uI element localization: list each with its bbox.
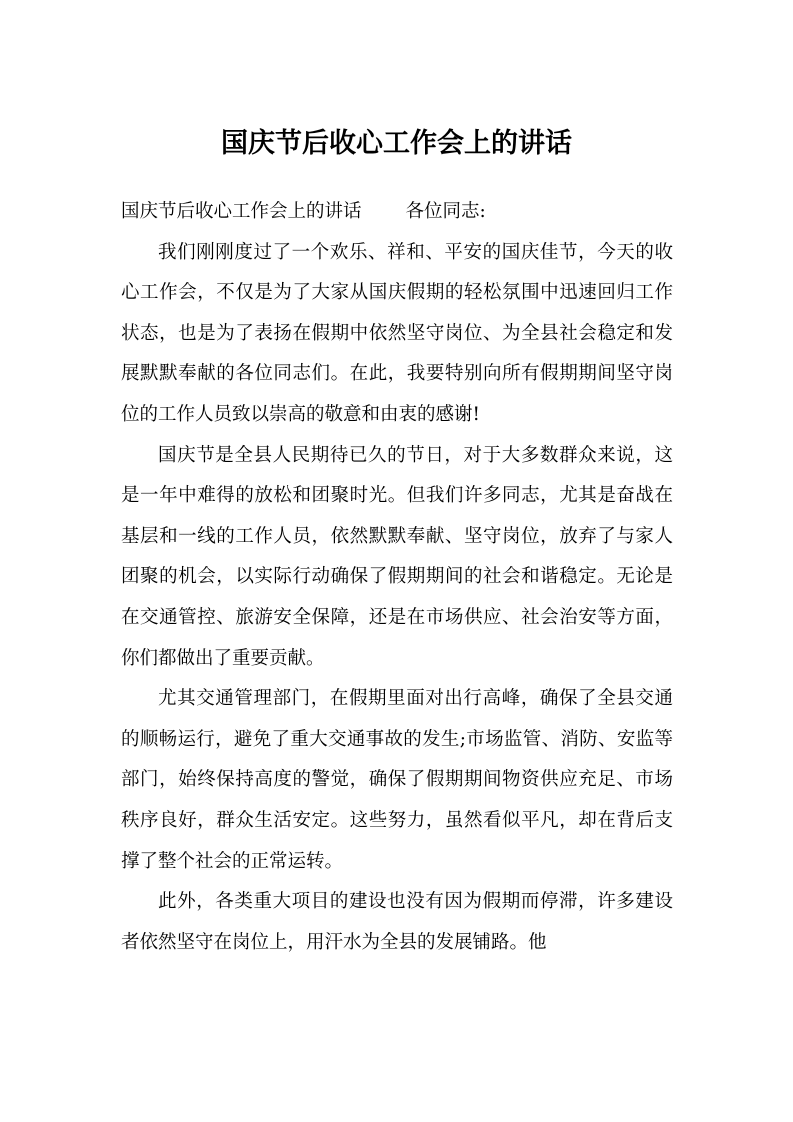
opening-line: [121, 192, 673, 233]
paragraph-3: 尤其交通管理部门，在假期里面对出行高峰，确保了全县交通的顺畅运行，避免了重大交通事故的发生;市场监管、消防、安监等部门，始终保持高度的警觉，确保了假期期间物资供应充足、市场秩序良好，群众生活安定。这些努力，虽然看似平凡，却在背后支撑了整个社会的正常运转。: [121, 688, 673, 872]
document-title: 国庆节后收心工作会上的讲话: [221, 128, 572, 159]
paragraph-2: 国庆节是全县人民期待已久的节日，对于大多数群众来说，这是一年中难得的放松和团聚时光。但我们许多同志，尤其是奋战在基层和一线的工作人员，依然默默奉献、坚守岗位，放弃了与家人团聚的机会，以实际行动确保了假期期间的社会和谐稳定。无论是在交通管控、旅游安全保障，还是在市场供应、社会治安等方面，你们都做出了重要贡献。: [121, 444, 673, 669]
paragraph-4: 此外，各类重大项目的建设也没有因为假期而停滞，许多建设者依然坚守在岗位上，用汗水为全县的发展铺路。他: [121, 891, 673, 953]
opening-title: 国庆节后收心工作会上的讲话: [121, 201, 362, 222]
salutation: 各位同志:: [405, 201, 486, 222]
document-body: [121, 192, 673, 963]
paragraph-1: 我们刚刚度过了一个欢乐、祥和、平安的国庆佳节，今天的收心工作会，不仅是为了大家从国庆假期的轻松氛围中迅速回归工作状态，也是为了表扬在假期中依然坚守岗位、为全县社会稳定和发展默默奉献的各位同志们。在此，我要特别向所有假期期间坚守岗位的工作人员致以崇高的敬意和由衷的感谢!: [121, 241, 673, 425]
